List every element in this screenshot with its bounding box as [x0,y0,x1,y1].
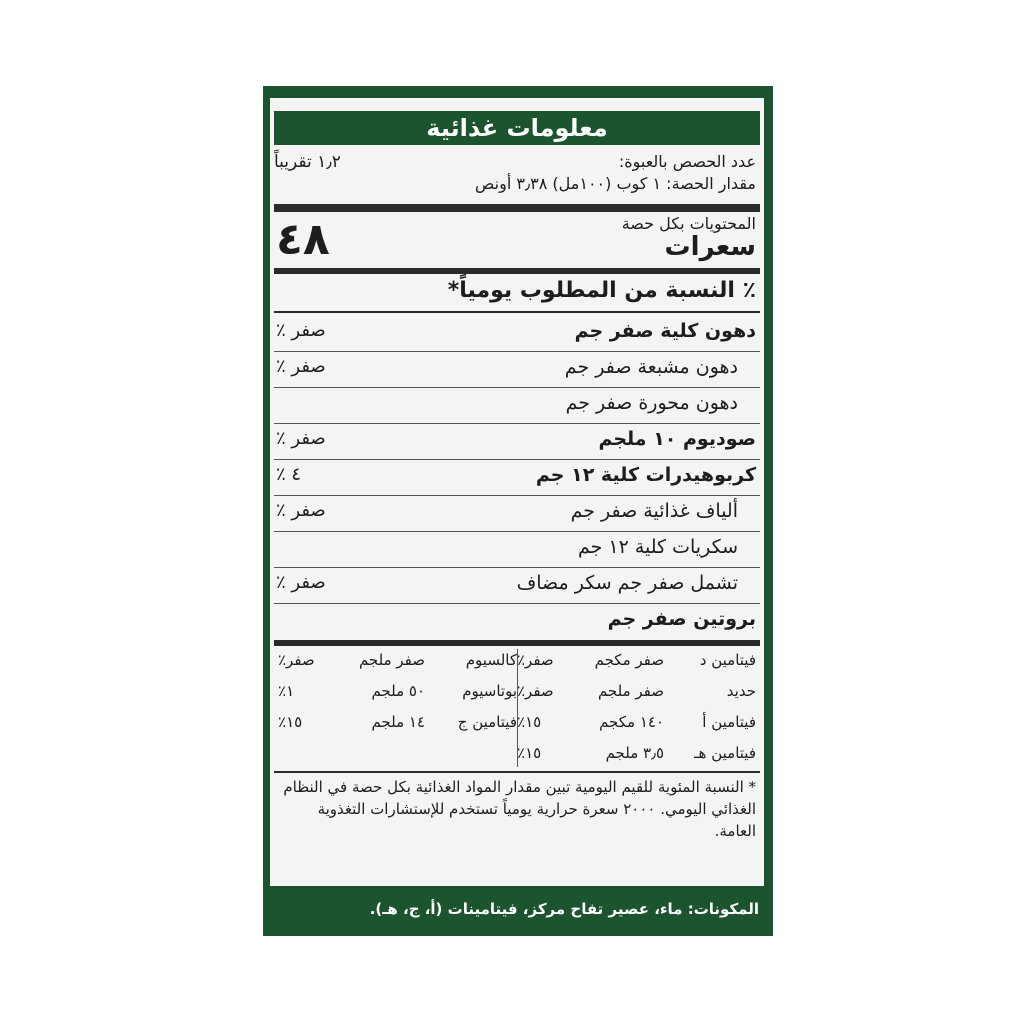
divider [274,311,760,313]
nutrient-row [274,424,760,460]
servings-per-container-value: ١٫٢ تقريباً [274,152,341,172]
nutrient-name: دهون محورة صفر جم [565,392,738,414]
nutrient-pct: صفر ٪ [276,428,326,449]
nutrient-pct: صفر ٪ [276,500,326,521]
nutrient-row [274,568,760,604]
nutrient-name: صوديوم ١٠ ملجم [598,428,756,450]
nutrient-name: بروتين صفر جم [607,608,756,630]
ingredients-text: المكونات: ماء، عصير تفاح مركز، فيتامينات (أ، ج، هـ). [369,900,759,918]
nutrient-name: ألياف غذائية صفر جم [570,500,738,522]
nutrient-row [274,460,760,496]
calories-label: سعرات [664,232,756,262]
serving-size: مقدار الحصة: ١ كوب (١٠٠مل) ٣٫٣٨ أونص [475,174,756,193]
daily-value-header: ٪ النسبة من المطلوب يومياً* [447,278,756,303]
calories-value: ٤٨ [276,214,330,265]
divider [274,771,760,773]
vitamin-cell: حديد صفر ملجم صفر٪ [517,682,756,700]
nutrient-row [274,496,760,532]
vitamin-cell: فيتامين ج ١٤ ملجم ١٥٪ [278,713,517,731]
nutrient-pct: ٤ ٪ [276,464,302,485]
nutrient-pct: صفر ٪ [276,356,326,377]
vitamin-cell: فيتامين هـ ٣٫٥ ملجم ١٥٪ [517,744,756,762]
nutrient-pct: صفر ٪ [276,320,326,341]
nutrition-facts-label [270,98,764,886]
nutrient-name: تشمل صفر جم سكر مضاف [516,572,738,594]
nutrient-pct: صفر ٪ [276,572,326,593]
nutrient-name: دهون كلية صفر جم [574,320,756,342]
ingredients-strip [263,890,773,930]
nutrient-row [274,316,760,352]
thick-divider [274,268,760,274]
vitamin-cell: بوتاسيوم ٥٠ ملجم ١٪ [278,682,517,700]
servings-per-container-label: عدد الحصص بالعبوة: [618,152,756,171]
daily-value-footnote: * النسبة المئوية للقيم اليومية تبين مقدار المواد الغذائية بكل حصة في النظام الغذائي اليومي. ٢٠٠٠ سعرة حرارية يومياً تستخدم للإستشارات التغذوية العامة. [283,778,756,840]
nutrient-row [274,532,760,568]
vitamin-cell: كالسيوم صفر ملجم صفر٪ [278,651,517,669]
nutrient-name: كربوهيدرات كلية ١٢ جم [535,464,756,486]
nutrient-row [274,352,760,388]
nutrient-row [274,388,760,424]
amount-per-serving: المحتويات بكل حصة [621,214,756,233]
nutrient-name: سكريات كلية ١٢ جم [577,536,738,558]
nutrient-row [274,604,760,640]
nutrition-title: معلومات غذائية [274,111,760,145]
thick-divider [274,204,760,212]
vitamin-cell: فيتامين د صفر مكجم صفر٪ [517,651,756,669]
vitamin-mineral-table [274,645,760,771]
nutrient-name: دهون مشبعة صفر جم [564,356,738,378]
vitamin-cell: فيتامين أ ١٤٠ مكجم ١٥٪ [517,713,756,731]
